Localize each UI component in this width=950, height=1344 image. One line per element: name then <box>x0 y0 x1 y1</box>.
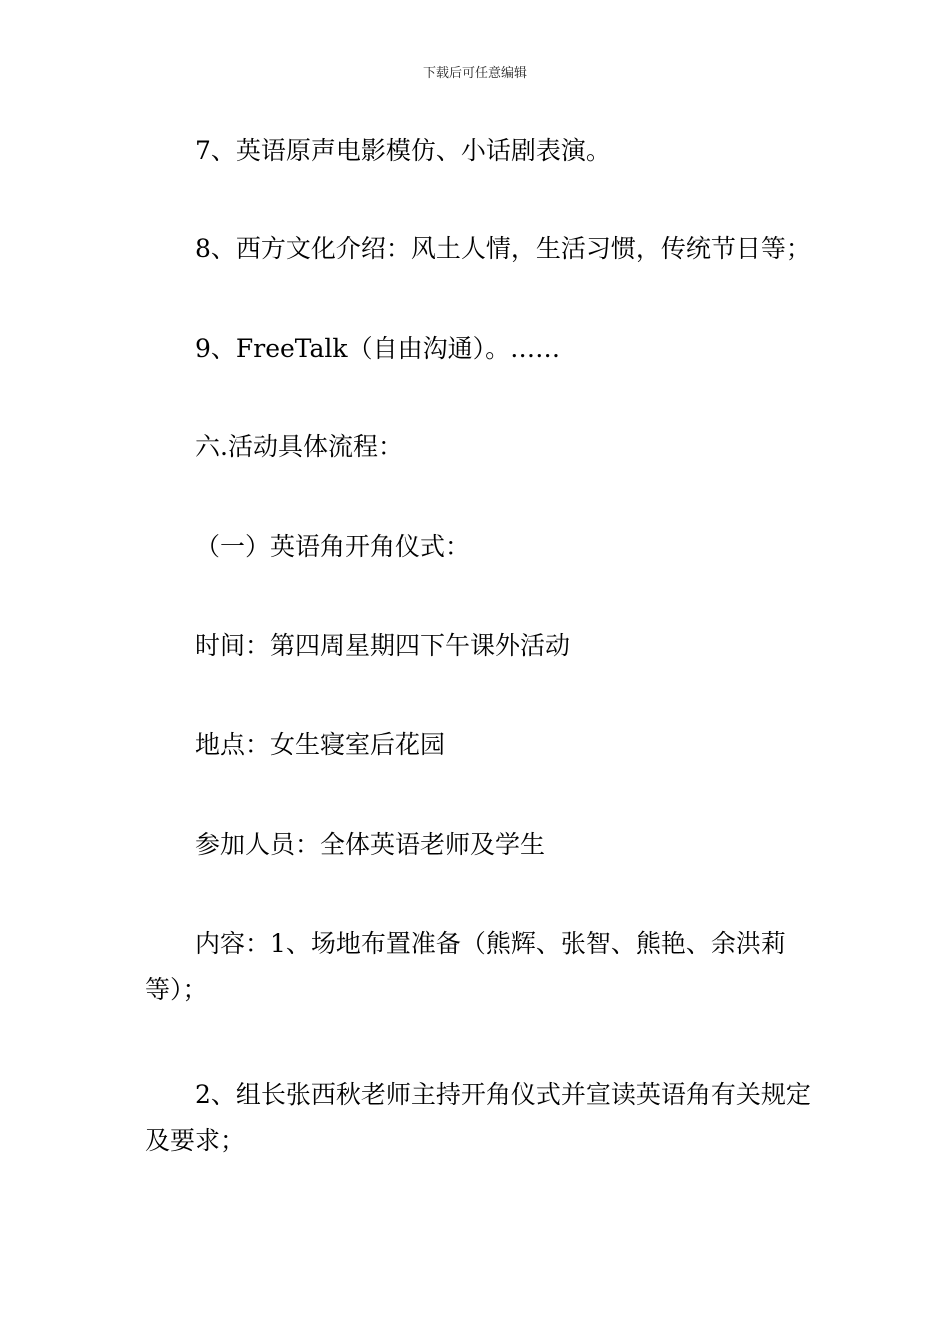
page-header-note: 下载后可任意编辑 <box>422 66 527 81</box>
paragraph-content-1: 内容：1、场地布置准备（熊辉、张智、熊艳、余洪莉等）； <box>145 929 786 1004</box>
subsection-heading-1: （一）英语角开角仪式： <box>195 532 471 561</box>
paragraph-participants: 参加人员：全体英语老师及学生 <box>195 830 546 859</box>
section-heading-6: 六.活动具体流程： <box>195 432 403 461</box>
paragraph-content-2: 2、组长张西秋老师主持开角仪式并宣读英语角有关规定及要求； <box>145 1080 811 1155</box>
paragraph-location: 地点：女生寝室后花园 <box>195 730 446 759</box>
paragraph-item-9: 9、FreeTalk（自由沟通）。…… <box>195 334 561 363</box>
paragraph-item-8: 8、西方文化介绍：风土人情，生活习惯，传统节日等； <box>195 234 811 263</box>
paragraph-time: 时间：第四周星期四下午课外活动 <box>195 631 571 660</box>
paragraph-item-7: 7、英语原声电影模仿、小话剧表演。 <box>195 136 611 165</box>
